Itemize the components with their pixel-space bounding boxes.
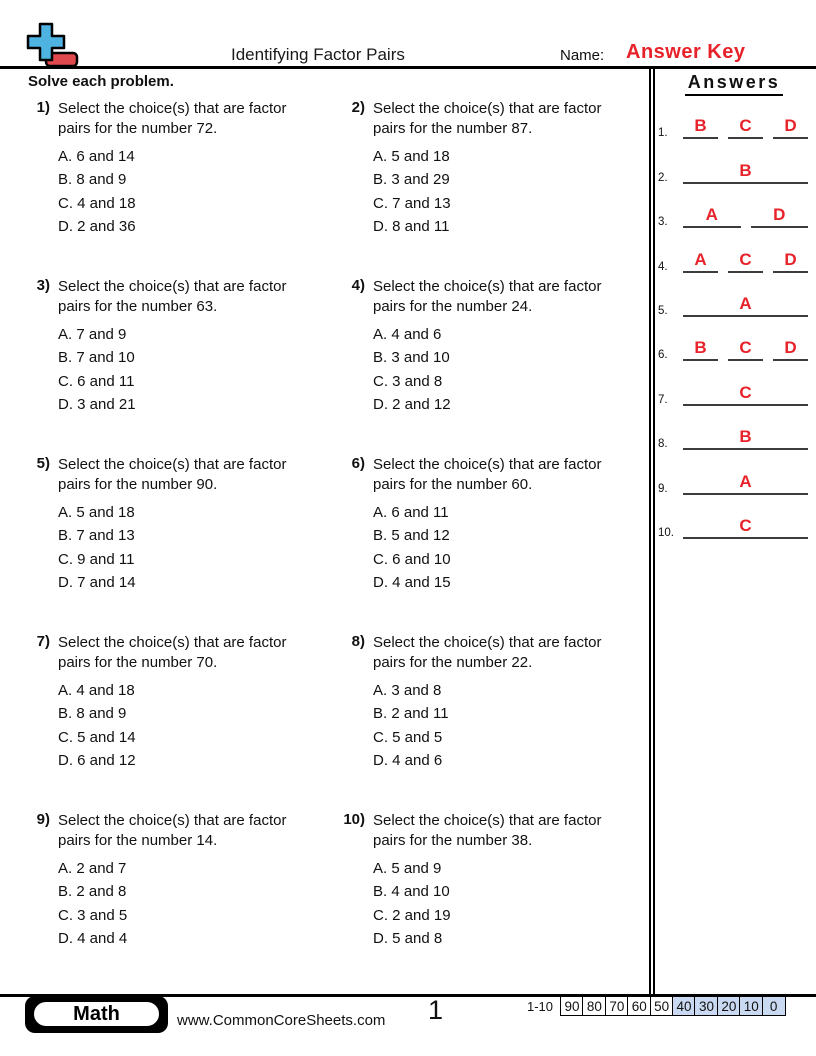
answer-letter: C — [739, 249, 752, 269]
answer-blank — [683, 384, 808, 406]
choice-option: D. 4 and 6 — [373, 752, 443, 770]
question-number: 8) — [351, 633, 365, 650]
answer-key-text: Answer Key — [626, 41, 746, 63]
answer-row-7 — [658, 361, 810, 405]
question-prompt: Select the choice(s) that are factor pairs for the number 70. — [58, 634, 287, 671]
answer-blank — [683, 473, 808, 495]
choice-option: A. 5 and 18 — [58, 504, 135, 521]
choice-option: B. 5 and 12 — [373, 527, 450, 545]
answer-row-2 — [658, 139, 810, 183]
choice-list — [58, 323, 286, 417]
question-number: 1) — [36, 99, 50, 116]
answer-blank — [728, 117, 763, 139]
choice-option: A. 5 and 18 — [373, 148, 450, 165]
question-2 — [343, 99, 655, 239]
answer-row-10 — [658, 495, 810, 539]
question-prompt: Select the choice(s) that are factor pairs for the number 14. — [58, 812, 287, 849]
choice-option: D. 5 and 8 — [373, 930, 443, 948]
answers-heading: Answers — [685, 72, 784, 96]
choice-option: B. 7 and 13 — [58, 527, 135, 545]
choice-option: B. 3 and 10 — [373, 349, 450, 367]
choice-option: C. 6 and 11 — [58, 372, 135, 390]
question-prompt: Select the choice(s) that are factor pairs for the number 87. — [373, 100, 602, 137]
choice-option: B. 2 and 11 — [373, 705, 449, 723]
choice-option: B. 8 and 9 — [58, 171, 127, 189]
question-prompt: Select the choice(s) that are factor pairs for the number 24. — [373, 278, 602, 315]
answer-blank — [728, 251, 763, 273]
choice-option: D. 4 and 15 — [373, 574, 451, 592]
answer-row-3 — [658, 184, 810, 228]
answer-row-5 — [658, 273, 810, 317]
page-number: 1 — [428, 995, 444, 1025]
choice-option: A. 7 and 9 — [58, 326, 127, 343]
choice-list — [373, 145, 601, 239]
answer-letter: D — [773, 205, 786, 225]
question-prompt: Select the choice(s) that are factor pairs for the number 38. — [373, 812, 602, 849]
question-7 — [28, 633, 340, 773]
website-url: www.CommonCoreSheets.com — [177, 1012, 386, 1029]
answer-blank — [751, 206, 809, 228]
answer-letter: C — [739, 338, 752, 358]
choice-option: C. 3 and 5 — [58, 906, 128, 924]
score-cell: 90 — [560, 996, 584, 1016]
answer-row-4 — [658, 228, 810, 272]
answer-letter: D — [784, 116, 797, 136]
question-5 — [28, 455, 340, 595]
score-cell: 60 — [627, 996, 651, 1016]
answer-letter: D — [784, 338, 797, 358]
choice-list — [373, 501, 601, 595]
header-divider — [0, 66, 816, 69]
choice-option: A. 5 and 9 — [373, 860, 442, 877]
choice-option: C. 6 and 10 — [373, 550, 451, 568]
answer-row-6 — [658, 317, 810, 361]
answers-panel-header — [658, 72, 810, 96]
choice-option: A. 2 and 7 — [58, 860, 127, 877]
choice-list — [58, 501, 286, 595]
score-cell: 20 — [717, 996, 741, 1016]
score-cell: 40 — [672, 996, 696, 1016]
question-number: 2) — [351, 99, 365, 116]
answer-letter: D — [784, 249, 797, 269]
score-cell: 80 — [582, 996, 606, 1016]
question-number: 9) — [36, 811, 50, 828]
choice-option: A. 3 and 8 — [373, 682, 442, 699]
plus-minus-logo-svg — [26, 22, 84, 68]
answer-blank — [683, 162, 808, 184]
answer-letter: B — [694, 338, 707, 358]
answer-row-number: 6. — [658, 349, 668, 362]
answer-blank — [683, 206, 741, 228]
plus-minus-logo-icon — [26, 22, 84, 68]
choice-list — [373, 323, 601, 417]
choice-option: A. 4 and 6 — [373, 326, 442, 343]
question-prompt: Select the choice(s) that are factor pairs for the number 72. — [58, 100, 287, 137]
question-9 — [28, 811, 340, 951]
score-strip — [527, 996, 786, 1016]
choice-option: C. 5 and 14 — [58, 728, 136, 746]
choice-option: C. 9 and 11 — [58, 550, 135, 568]
answer-blank — [683, 517, 808, 539]
choice-option: A. 6 and 11 — [373, 504, 449, 521]
answer-row-8 — [658, 406, 810, 450]
answer-letter: B — [739, 160, 752, 180]
choice-list — [58, 857, 286, 951]
worksheet-title: Identifying Factor Pairs — [231, 45, 405, 64]
choice-list — [373, 857, 601, 951]
answer-row-1 — [658, 95, 810, 139]
choice-option: D. 7 and 14 — [58, 574, 136, 592]
answer-blank — [683, 428, 808, 450]
choice-option: B. 2 and 8 — [58, 883, 127, 901]
answer-blank — [773, 339, 808, 361]
score-cell: 70 — [605, 996, 629, 1016]
score-cell: 10 — [739, 996, 763, 1016]
answer-row-number: 8. — [658, 438, 668, 451]
choice-list — [58, 145, 286, 239]
question-6 — [343, 455, 655, 595]
question-number: 4) — [351, 277, 365, 294]
question-10 — [343, 811, 655, 951]
answer-row-number: 2. — [658, 171, 668, 184]
choice-option: C. 3 and 8 — [373, 372, 443, 390]
question-number: 3) — [36, 277, 50, 294]
answer-row-number: 10. — [658, 526, 674, 539]
question-prompt: Select the choice(s) that are factor pairs for the number 22. — [373, 634, 602, 671]
question-4 — [343, 277, 655, 417]
question-prompt: Select the choice(s) that are factor pairs for the number 63. — [58, 278, 287, 315]
score-cell: 30 — [694, 996, 718, 1016]
answer-row-number: 3. — [658, 216, 668, 229]
choice-option: B. 7 and 10 — [58, 349, 135, 367]
question-number: 10) — [343, 811, 365, 828]
choice-option: B. 4 and 10 — [373, 883, 450, 901]
choice-option: C. 2 and 19 — [373, 906, 451, 924]
question-3 — [28, 277, 340, 417]
answer-blank — [728, 339, 763, 361]
score-range-label: 1-10 — [527, 998, 554, 1014]
choice-option: B. 3 and 29 — [373, 171, 450, 189]
answer-row-number: 5. — [658, 304, 668, 317]
choice-list — [373, 679, 601, 773]
score-grid — [560, 996, 786, 1016]
question-8 — [343, 633, 655, 773]
choice-option: C. 4 and 18 — [58, 194, 136, 212]
answers-list — [658, 95, 810, 539]
answer-row-number: 9. — [658, 482, 668, 495]
question-number: 6) — [351, 455, 365, 472]
answer-letter: A — [739, 293, 752, 313]
choice-option: A. 6 and 14 — [58, 148, 135, 165]
answers-column-divider — [649, 69, 655, 994]
question-1 — [28, 99, 340, 239]
answer-blank — [683, 117, 718, 139]
answer-row-9 — [658, 450, 810, 494]
answer-letter: B — [694, 116, 707, 136]
question-number: 7) — [36, 633, 50, 650]
choice-option: D. 2 and 36 — [58, 218, 136, 236]
score-cell: 50 — [650, 996, 674, 1016]
answer-blank — [683, 339, 718, 361]
choice-option: C. 7 and 13 — [373, 194, 451, 212]
question-number: 5) — [36, 455, 50, 472]
choice-option: D. 2 and 12 — [373, 396, 451, 414]
answer-row-number: 4. — [658, 260, 668, 273]
choice-option: A. 4 and 18 — [58, 682, 135, 699]
answer-row-number: 7. — [658, 393, 668, 406]
questions-area — [28, 99, 648, 991]
answer-blank — [683, 295, 808, 317]
answer-letter: C — [739, 116, 752, 136]
choice-option: D. 8 and 11 — [373, 218, 450, 236]
math-badge-label: Math — [32, 1000, 161, 1028]
question-prompt: Select the choice(s) that are factor pairs for the number 60. — [373, 456, 602, 493]
score-cell: 0 — [762, 996, 786, 1016]
choice-option: D. 3 and 21 — [58, 396, 136, 414]
instruction-text: Solve each problem. — [28, 73, 174, 90]
name-label: Name: — [560, 47, 605, 64]
answer-letter: A — [694, 249, 707, 269]
answer-letter: C — [739, 515, 752, 535]
answer-letter: B — [739, 427, 752, 447]
question-prompt: Select the choice(s) that are factor pairs for the number 90. — [58, 456, 287, 493]
answer-letter: A — [705, 205, 718, 225]
answer-letter: C — [739, 382, 752, 402]
choice-option: C. 5 and 5 — [373, 728, 443, 746]
choice-option: D. 4 and 4 — [58, 930, 128, 948]
math-subject-badge — [25, 996, 168, 1033]
answer-blank — [683, 251, 718, 273]
choice-option: B. 8 and 9 — [58, 705, 127, 723]
answer-blank — [773, 251, 808, 273]
answer-letter: A — [739, 471, 752, 491]
choice-option: D. 6 and 12 — [58, 752, 136, 770]
answer-row-number: 1. — [658, 127, 668, 140]
choice-list — [58, 679, 286, 773]
answer-blank — [773, 117, 808, 139]
